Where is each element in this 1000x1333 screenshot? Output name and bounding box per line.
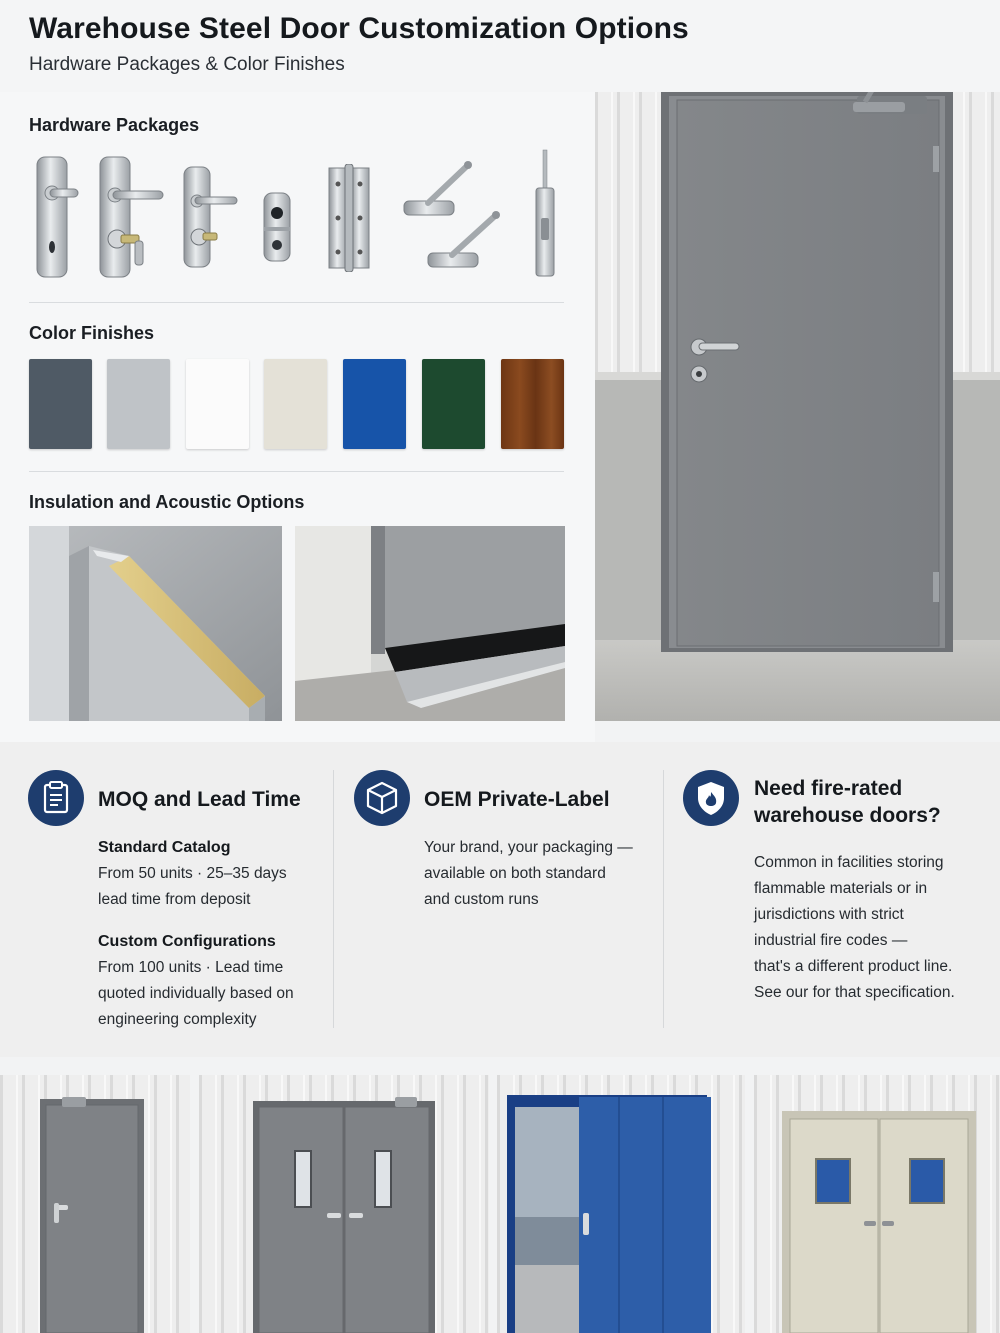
page-header: [0, 0, 1000, 92]
color-swatch[interactable]: [343, 359, 406, 449]
page-title: Warehouse Steel Door Customization Options: [29, 12, 689, 45]
text-line: From 100 units · Lead time: [98, 959, 284, 976]
text-line: See our for that specification.: [754, 984, 955, 1001]
oem-text: [424, 835, 633, 913]
keyed-lever-lock-icon[interactable]: [97, 155, 167, 284]
column-divider: [663, 770, 664, 1028]
text-line: available on both standard: [424, 865, 606, 882]
color-swatch[interactable]: [422, 359, 485, 449]
text-line: that's a different product line.: [754, 958, 953, 975]
color-section-title: Color Finishes: [29, 323, 155, 343]
door-bottom-seal-image: [295, 526, 565, 721]
section-divider: [29, 471, 564, 472]
sliding-door-photo: [497, 1075, 745, 1333]
title-line: Need fire-rated: [754, 777, 903, 800]
text-line: From 50 units · 25–35 days: [98, 865, 287, 882]
section-divider: [29, 302, 564, 303]
fire-shield-icon: [683, 770, 739, 826]
text-line: flammable materials or in: [754, 880, 928, 897]
hardware-section-title: Hardware Packages: [29, 115, 200, 135]
text-line: and custom runs: [424, 891, 539, 908]
door-closer-icon[interactable]: [398, 157, 502, 278]
text-line: engineering complexity: [98, 1011, 257, 1028]
lever-lockset-icon[interactable]: [181, 165, 241, 274]
text-line: lead time from deposit: [98, 891, 251, 908]
title-line: warehouse doors?: [754, 804, 941, 827]
clipboard-icon: [28, 770, 84, 826]
hero-door-image: [595, 92, 1000, 721]
column-divider: [333, 770, 334, 1028]
text-line: industrial fire codes —: [754, 932, 908, 949]
insulated-panel-image: [29, 526, 282, 721]
cylinder-lock-icon[interactable]: [260, 189, 294, 270]
color-swatch[interactable]: [29, 359, 92, 449]
lever-handle-icon[interactable]: [34, 155, 80, 284]
color-swatch[interactable]: [501, 359, 564, 449]
beige-double-door-photo: [754, 1075, 1000, 1333]
color-swatch[interactable]: [107, 359, 170, 449]
text-line: Common in facilities storing: [754, 854, 944, 871]
moq-title: MOQ and Lead Time: [98, 788, 301, 811]
standard-catalog-title: Standard Catalog: [98, 839, 231, 856]
single-door-photo: [0, 1075, 190, 1333]
oem-title: OEM Private-Label: [424, 788, 610, 811]
page-subtitle: Hardware Packages & Color Finishes: [29, 54, 345, 75]
fire-rated-title: [754, 775, 941, 829]
hinge-icon[interactable]: [326, 164, 372, 277]
custom-config-title: Custom Configurations: [98, 933, 276, 950]
double-door-windows-photo: [199, 1075, 489, 1333]
fire-rated-text: [754, 850, 955, 1006]
standard-catalog-text: [98, 861, 287, 913]
custom-config-text: [98, 955, 294, 1033]
text-line: quoted individually based on: [98, 985, 294, 1002]
color-swatch[interactable]: [264, 359, 327, 449]
flush-bolt-icon[interactable]: [532, 148, 558, 287]
color-swatch[interactable]: [186, 359, 249, 449]
text-line: Your brand, your packaging —: [424, 839, 633, 856]
box-icon: [354, 770, 410, 826]
text-line: jurisdictions with strict: [754, 906, 904, 923]
insulation-section-title: Insulation and Acoustic Options: [29, 492, 305, 512]
